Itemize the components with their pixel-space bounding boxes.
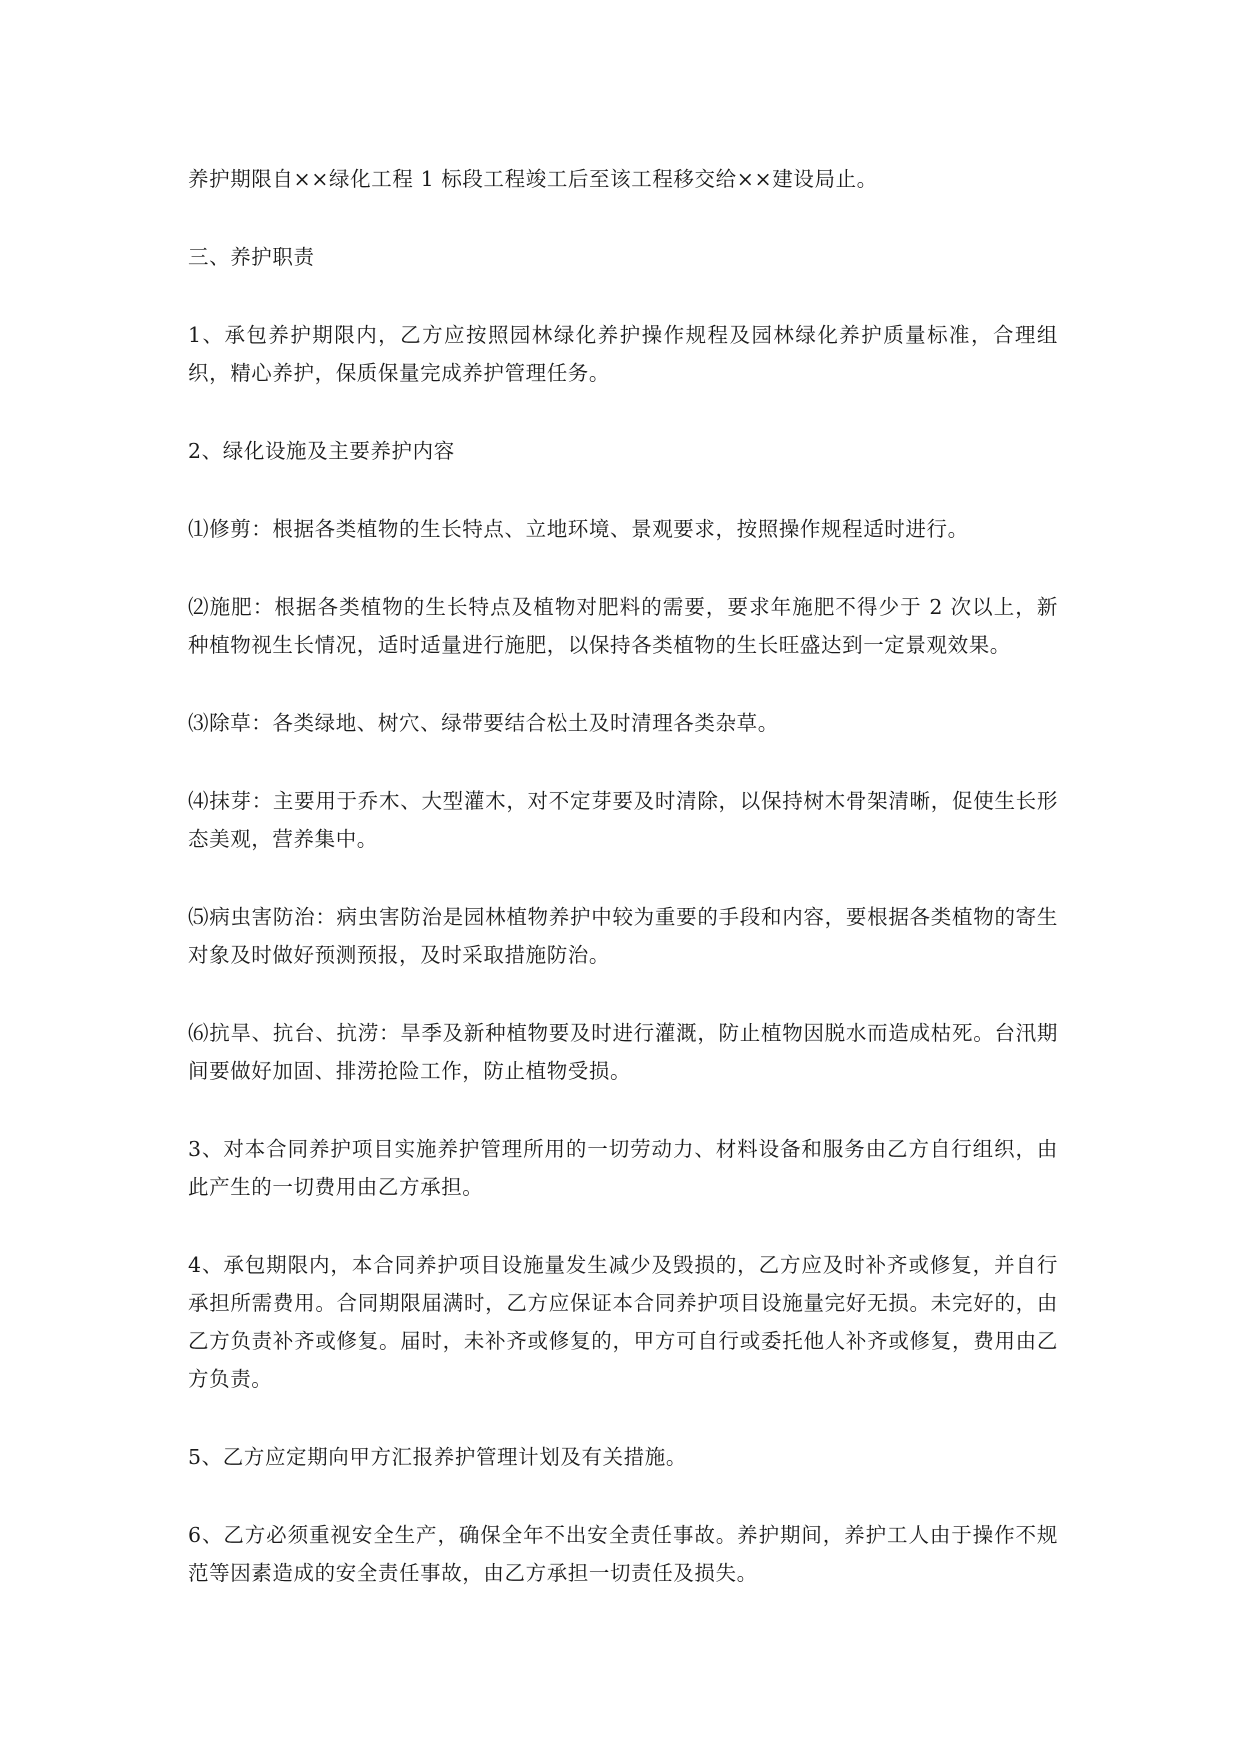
section-heading-responsibilities: 三、养护职责 (188, 245, 315, 269)
paragraph-maintenance-period: 养护期限自××绿化工程 1 标段工程竣工后至该工程移交给××建设局止。 (188, 167, 878, 191)
clause-3: 3、对本合同养护项目实施养护管理所用的一切劳动力、材料设备和服务由乙方自行组织，由此产生的一切费用由乙方承担。 (188, 1137, 1058, 1199)
clause-2-heading: 2、绿化设施及主要养护内容 (188, 439, 455, 463)
document-body (188, 160, 1058, 1592)
item-fertilizing: ⑵施肥：根据各类植物的生长特点及植物对肥料的需要，要求年施肥不得少于 2 次以上，新种植物视生长情况，适时适量进行施肥，以保持各类植物的生长旺盛达到一定景观效果。 (188, 595, 1058, 657)
clause-6: 6、乙方必须重视安全生产，确保全年不出安全责任事故。养护期间，养护工人由于操作不规范等因素造成的安全责任事故，由乙方承担一切责任及损失。 (188, 1523, 1058, 1585)
item-drought-typhoon-flood: ⑹抗旱、抗台、抗涝：旱季及新种植物要及时进行灌溉，防止植物因脱水而造成枯死。台汛期间要做好加固、排涝抢险工作，防止植物受损。 (188, 1021, 1058, 1083)
item-pruning: ⑴修剪：根据各类植物的生长特点、立地环境、景观要求，按照操作规程适时进行。 (188, 517, 969, 541)
item-bud-removal: ⑷抹芽：主要用于乔木、大型灌木，对不定芽要及时清除，以保持树木骨架清晰，促使生长形态美观，营养集中。 (188, 789, 1058, 851)
clause-1: 1、承包养护期限内，乙方应按照园林绿化养护操作规程及园林绿化养护质量标准，合理组织，精心养护，保质保量完成养护管理任务。 (188, 323, 1058, 385)
item-pest-control: ⑸病虫害防治：病虫害防治是园林植物养护中较为重要的手段和内容，要根据各类植物的寄生对象及时做好预测预报，及时采取措施防治。 (188, 905, 1058, 967)
item-weeding: ⑶除草：各类绿地、树穴、绿带要结合松土及时清理各类杂草。 (188, 711, 779, 735)
clause-4: 4、承包期限内，本合同养护项目设施量发生减少及毁损的，乙方应及时补齐或修复，并自行承担所需费用。合同期限届满时，乙方应保证本合同养护项目设施量完好无损。未完好的，由乙方负责补齐或修复。届时，未补齐或修复的，甲方可自行或委托他人补齐或修复，费用由乙方负责。 (188, 1253, 1058, 1391)
clause-5: 5、乙方应定期向甲方汇报养护管理计划及有关措施。 (188, 1445, 687, 1469)
